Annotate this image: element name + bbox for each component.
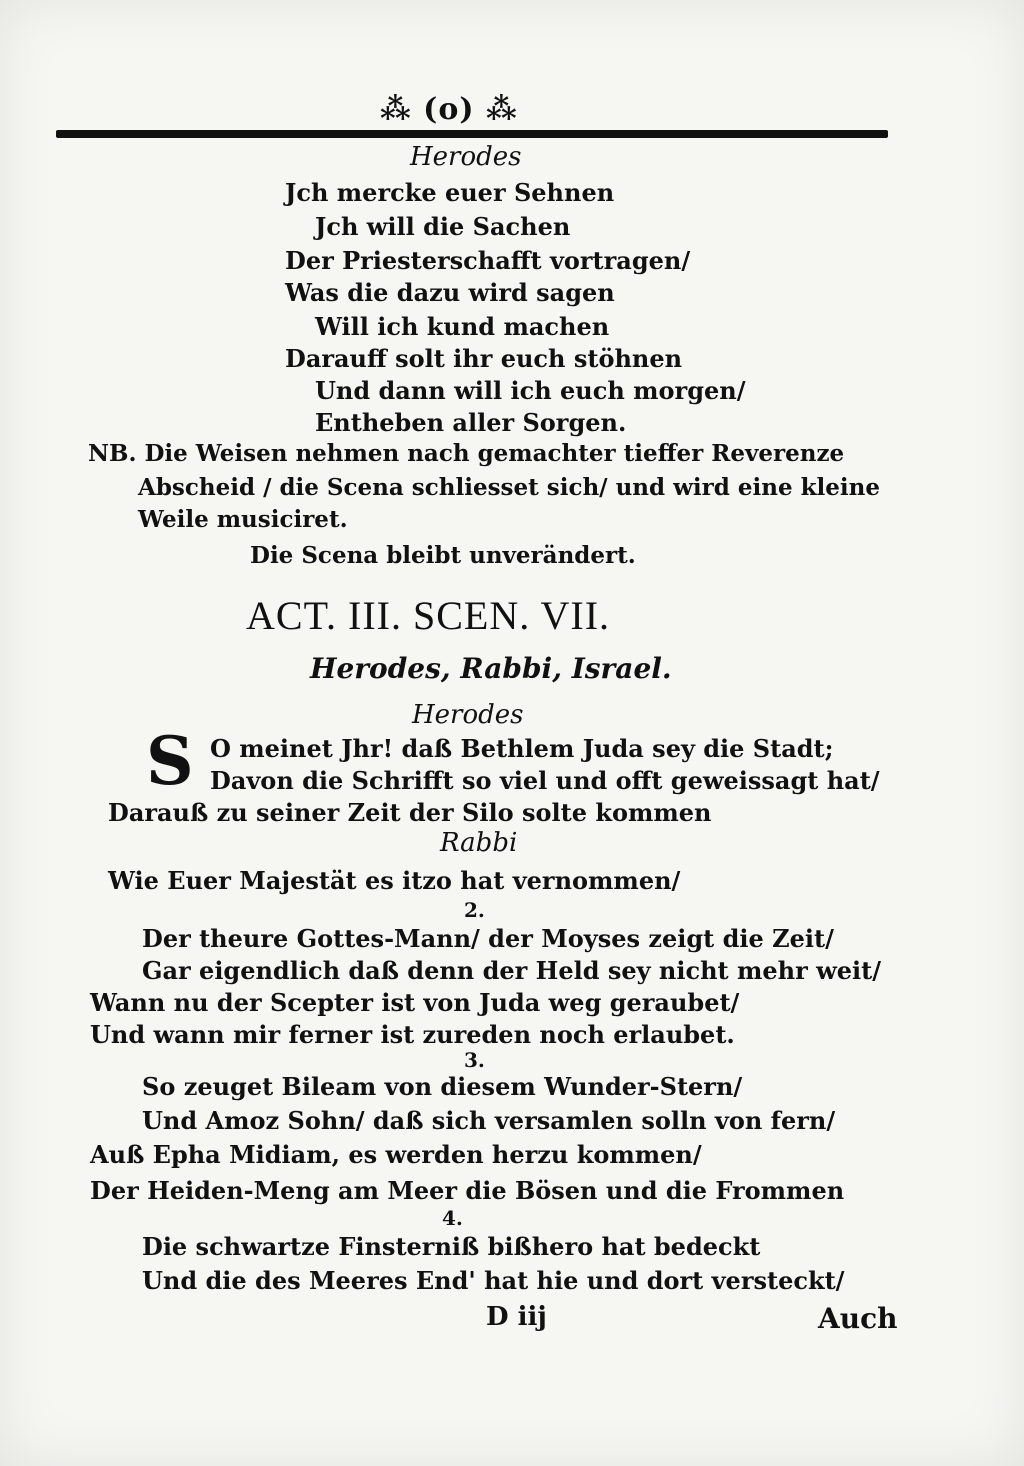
verse-line: Darauß zu seiner Zeit der Silo solte kommen	[108, 798, 712, 827]
verse-line: Die schwartze Finsterniß bißhero hat bedeckt	[142, 1232, 761, 1261]
verse-line: Und Amoz Sohn/ daß sich versamlen solln von fern/	[142, 1106, 836, 1135]
verse-line: O meinet Jhr! daß Bethlem Juda sey die Stadt;	[210, 734, 834, 763]
stanza-number: 2.	[464, 898, 485, 922]
verse-line: Und dann will ich euch morgen/	[315, 376, 746, 405]
verse-line: So zeuget Bileam von diesem Wunder-Stern/	[142, 1072, 743, 1101]
verse-line: Davon die Schrifft so viel und offt geweissagt hat/	[210, 766, 880, 795]
verse-line: Der Priesterschafft vortragen/	[285, 246, 691, 275]
verse-line: Entheben aller Sorgen.	[315, 408, 627, 437]
drop-cap: S	[146, 722, 194, 800]
verse-line: Und wann mir ferner ist zureden noch erlaubet.	[90, 1020, 735, 1049]
verse-line: Was die dazu wird sagen	[285, 278, 615, 307]
header-rule	[56, 130, 888, 138]
stanza-number: 4.	[442, 1206, 463, 1230]
verse-line: Wann nu der Scepter ist von Juda weg geraubet/	[90, 988, 740, 1017]
signature-mark: D iij	[486, 1302, 547, 1332]
verse-line: Der Heiden-Meng am Meer die Bösen und die Frommen	[90, 1176, 845, 1205]
verse-line: Der theure Gottes-Mann/ der Moyses zeigt die Zeit/	[142, 924, 834, 953]
speaker-herodes: Herodes	[412, 700, 524, 730]
verse-line: Jch mercke euer Sehnen	[285, 178, 615, 207]
verse-line: Jch will die Sachen	[315, 212, 571, 241]
stage-direction: NB. Die Weisen nehmen nach gemachter tieffer Reverenze	[88, 440, 845, 467]
stage-direction: Abscheid / die Scena schliesset sich/ und wird eine kleine	[138, 474, 880, 501]
stanza-number: 3.	[464, 1048, 485, 1072]
stage-direction: Die Scena bleibt unverändert.	[250, 542, 636, 569]
verse-line: Auß Epha Midiam, es werden herzu kommen/	[90, 1140, 702, 1169]
verse-line: Wie Euer Majestät es itzo hat vernommen/	[108, 866, 681, 895]
verse-line: Und die des Meeres End' hat hie und dort versteckt/	[142, 1266, 845, 1295]
verse-line: Gar eigendlich daß denn der Held sey nicht mehr weit/	[142, 956, 882, 985]
speaker-rabbi: Rabbi	[440, 828, 518, 858]
verse-line: Darauff solt ihr euch stöhnen	[285, 344, 683, 373]
dramatis-personae: Herodes, Rabbi, Israel.	[310, 652, 672, 685]
page-number-header: ⁂ (o) ⁂	[380, 92, 518, 127]
speaker-herodes: Herodes	[410, 142, 522, 172]
verse-line: Will ich kund machen	[315, 312, 610, 341]
act-scene-heading: ACT. III. SCEN. VII.	[246, 593, 611, 638]
catchword: Auch	[818, 1302, 898, 1335]
stage-direction: Weile musiciret.	[138, 506, 348, 533]
